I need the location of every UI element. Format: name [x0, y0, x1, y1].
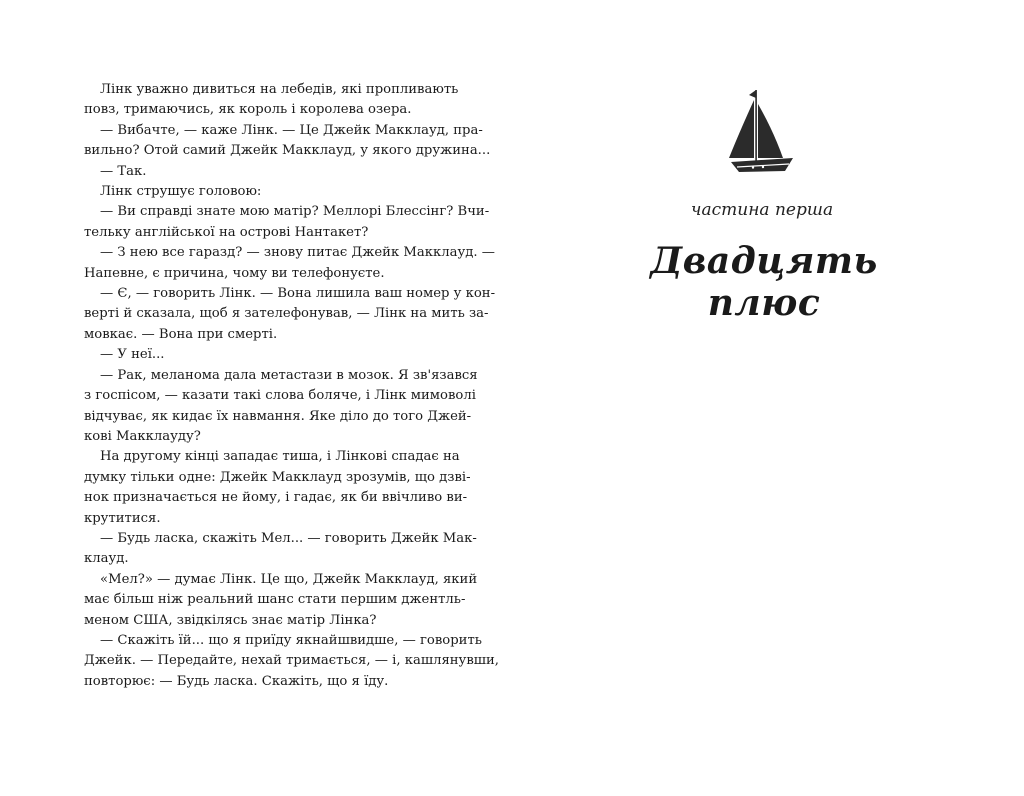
- text-line: кові Макклауду?: [84, 428, 201, 444]
- text-line: — З нею все гаразд? — знову питає Джейк Макклауд. —: [100, 245, 495, 261]
- text-line: тельку англійської на острові Нантакет?: [84, 224, 369, 240]
- text-line: повз, тримаючись, як король і королева озера.: [84, 102, 412, 118]
- text-line: Лінк уважно дивиться на лебедів, які пропливають: [100, 82, 459, 97]
- text-line: клауд.: [84, 551, 129, 567]
- chapter-title: Двадцять плюс: [650, 240, 878, 324]
- text-line: — Будь ласка, скажіть Мел... — говорить Джейк Мак-: [100, 530, 477, 546]
- text-line: Джейк. — Передайте, нехай тримається, — і, кашлянувши,: [84, 653, 499, 669]
- text-line: — Вибачте, — каже Лінк. — Це Джейк Макклауд, пра-: [100, 122, 483, 138]
- text-line: Лінк струшує головою:: [100, 184, 262, 200]
- text-line: з госпісом, — казати такі слова боляче, і Лінк мимоволі: [84, 388, 476, 404]
- text-line: «Мел?» — думає Лінк. Це що, Джейк Макклауд, який: [100, 571, 478, 587]
- text-line: думку тільки одне: Джейк Макклауд зрозумів, що дзві-: [84, 469, 471, 485]
- text-line: На другому кінці западає тиша, і Лінкові спадає на: [100, 449, 460, 465]
- text-line: — Так.: [100, 163, 147, 179]
- text-line: вильно? Отой самий Джейк Макклауд, у якого дружина...: [84, 143, 491, 159]
- text-line: нок призначається не йому, і гадає, як би ввічливо ви-: [84, 490, 468, 506]
- text-line: мовкає. — Вона при смерті.: [84, 326, 278, 342]
- text-line: Напевне, є причина, чому ви телефонуєте.: [84, 265, 385, 281]
- text-line: повторює: — Будь ласка. Скажіть, що я їду.: [84, 673, 389, 689]
- text-line: крутитися.: [84, 510, 161, 526]
- text-line: відчуває, як кидає їх навмання. Яке діло до того Джей-: [84, 408, 472, 424]
- left-page: [84, 80, 499, 692]
- text-line: має більш ніж реальний шанс стати першим джентль-: [84, 592, 466, 608]
- text-line: — Скажіть їй... що я приїду якнайшвидше, — говорить: [100, 632, 482, 648]
- sailboat-icon: [725, 88, 797, 178]
- text-line: меном США, звідкілясь знає матір Лінка?: [84, 612, 377, 628]
- part-label: частина перша: [690, 200, 834, 220]
- text-line: — Є, — говорить Лінк. — Вона лишила ваш номер у кон-: [100, 286, 496, 302]
- text-line: — Ви справді знате мою матір? Меллорі Блессінг? Вчи-: [100, 204, 490, 220]
- text-line: верті й сказала, щоб я зателефонував, — Лінк на мить за-: [84, 306, 489, 322]
- text-line: — Рак, меланома дала метастази в мозок. Я зв'язався: [100, 367, 478, 383]
- text-line: — У неї...: [100, 347, 165, 363]
